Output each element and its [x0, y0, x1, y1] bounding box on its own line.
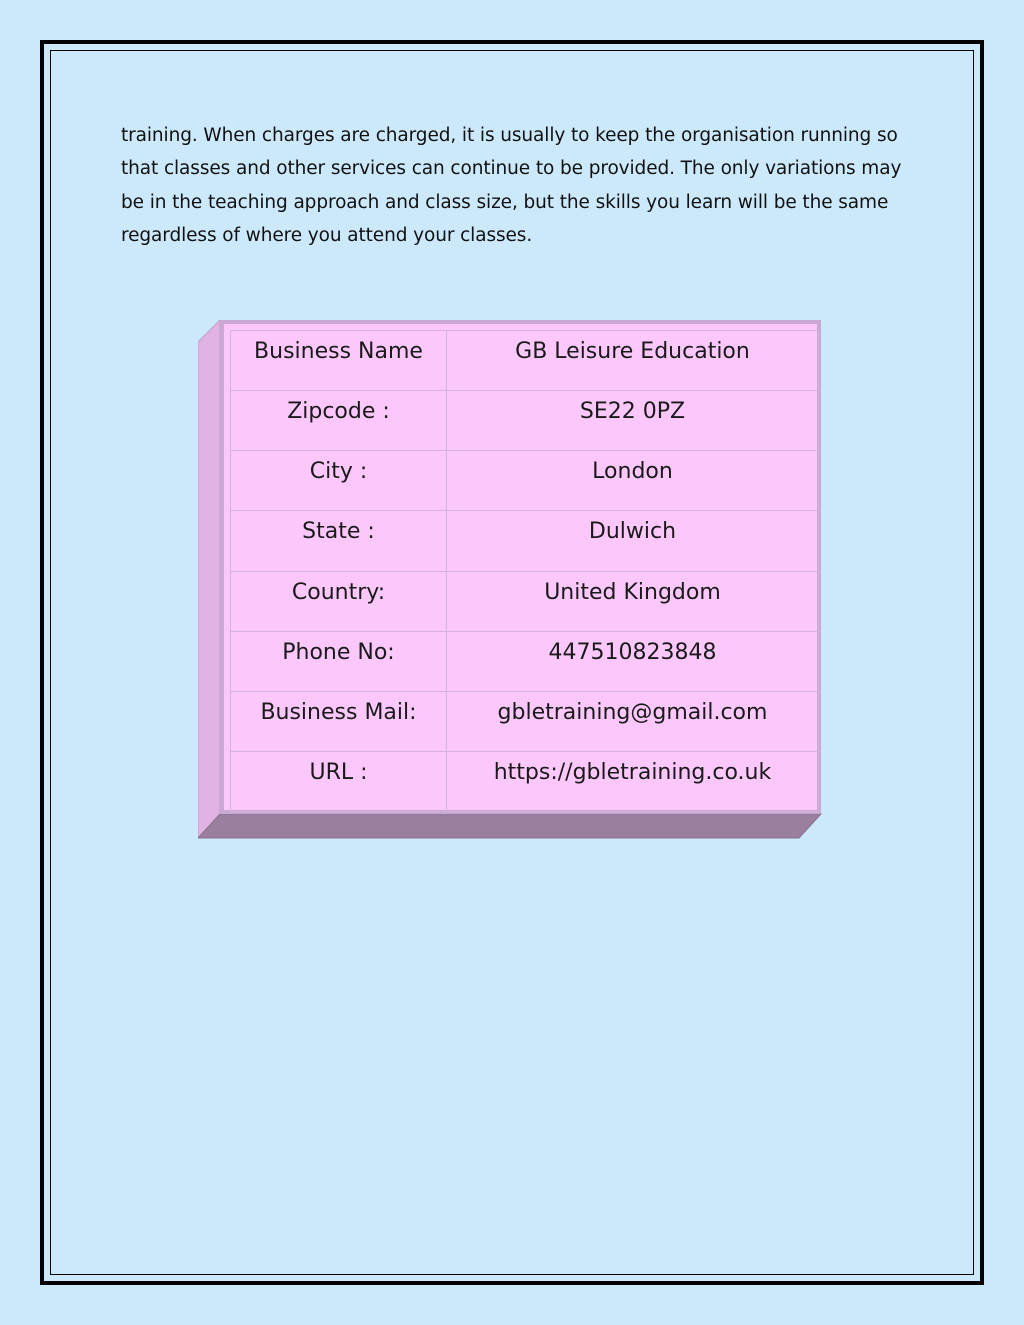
- row-value: London: [447, 451, 819, 511]
- row-label: URL :: [231, 751, 447, 811]
- row-value: gbletraining@gmail.com: [447, 691, 819, 751]
- row-label: City :: [231, 451, 447, 511]
- table-row: [231, 571, 819, 631]
- table-row: [231, 751, 819, 811]
- table-row: [231, 511, 819, 571]
- row-value: 447510823848: [447, 631, 819, 691]
- row-value: https://gbletraining.co.uk: [447, 751, 819, 811]
- row-label: Business Name: [231, 331, 447, 391]
- table-row: [231, 631, 819, 691]
- row-label: Zipcode :: [231, 391, 447, 451]
- table-row: [231, 451, 819, 511]
- table-row: [231, 391, 819, 451]
- table-bevel-bottom: [198, 814, 821, 838]
- row-label: Business Mail:: [231, 691, 447, 751]
- row-value: Dulwich: [447, 511, 819, 571]
- business-info-grid: [230, 330, 819, 812]
- body-paragraph: training. When charges are charged, it is usually to keep the organisation running so that classes and other services can continue to be provided. The only variations may be in the teaching approach and class size, but the skills you learn will be the same regardless of where you attend your classes.: [121, 125, 902, 246]
- table-bevel-left: [198, 320, 220, 838]
- table-row: [231, 691, 819, 751]
- row-value: United Kingdom: [447, 571, 819, 631]
- table-face: [220, 320, 821, 814]
- table-row: [231, 331, 819, 391]
- row-value: GB Leisure Education: [447, 331, 819, 391]
- row-label: State :: [231, 511, 447, 571]
- business-info-table: [198, 320, 823, 840]
- row-value: SE22 0PZ: [447, 391, 819, 451]
- row-label: Country:: [231, 571, 447, 631]
- row-label: Phone No:: [231, 631, 447, 691]
